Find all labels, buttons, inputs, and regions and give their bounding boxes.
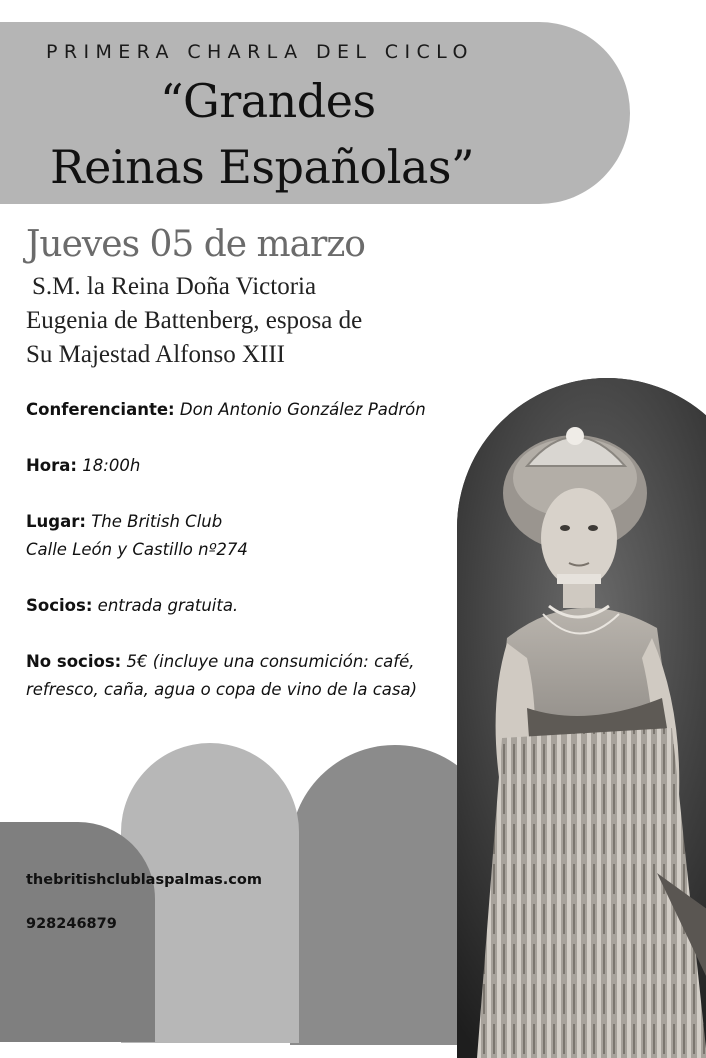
members-value: entrada gratuita. <box>97 596 239 615</box>
decorative-arch-left <box>0 822 155 1042</box>
subject-line: Eugenia de Battenberg, esposa de <box>26 307 363 334</box>
members-row <box>26 592 446 620</box>
event-subject <box>26 270 446 372</box>
event-details <box>26 396 446 732</box>
queen-portrait-photo <box>457 378 706 1058</box>
website-link[interactable]: thebritishclublaspalmas.com <box>26 872 262 888</box>
place-row <box>26 508 446 564</box>
speaker-row <box>26 396 446 424</box>
place-name: The British Club <box>91 512 223 531</box>
title-line-2: Reinas Españolas” <box>50 140 474 194</box>
place-address: Calle León y Castillo nº274 <box>26 540 248 559</box>
nonmembers-value: 5€ (incluye una consumición: café, refresco, caña, agua o copa de vino de la casa) <box>26 652 418 699</box>
nonmembers-row <box>26 648 446 704</box>
nonmembers-label: No socios: <box>26 652 122 671</box>
speaker-value: Don Antonio González Padrón <box>179 400 426 419</box>
subject-line: S.M. la Reina Doña Victoria <box>32 273 317 300</box>
header-kicker: PRIMERA CHARLA DEL CICLO <box>46 41 474 63</box>
place-label: Lugar: <box>26 512 86 531</box>
subject-line: Su Majestad Alfonso XIII <box>26 341 285 368</box>
time-value: 18:00h <box>82 456 141 475</box>
phone-number: 928246879 <box>26 916 117 932</box>
members-label: Socios: <box>26 596 93 615</box>
event-date: Jueves 05 de marzo <box>26 224 365 265</box>
portrait-illustration-icon <box>457 378 706 1058</box>
title-line-1: “Grandes <box>160 74 376 128</box>
speaker-label: Conferenciante: <box>26 400 175 419</box>
time-label: Hora: <box>26 456 78 475</box>
time-row <box>26 452 446 480</box>
